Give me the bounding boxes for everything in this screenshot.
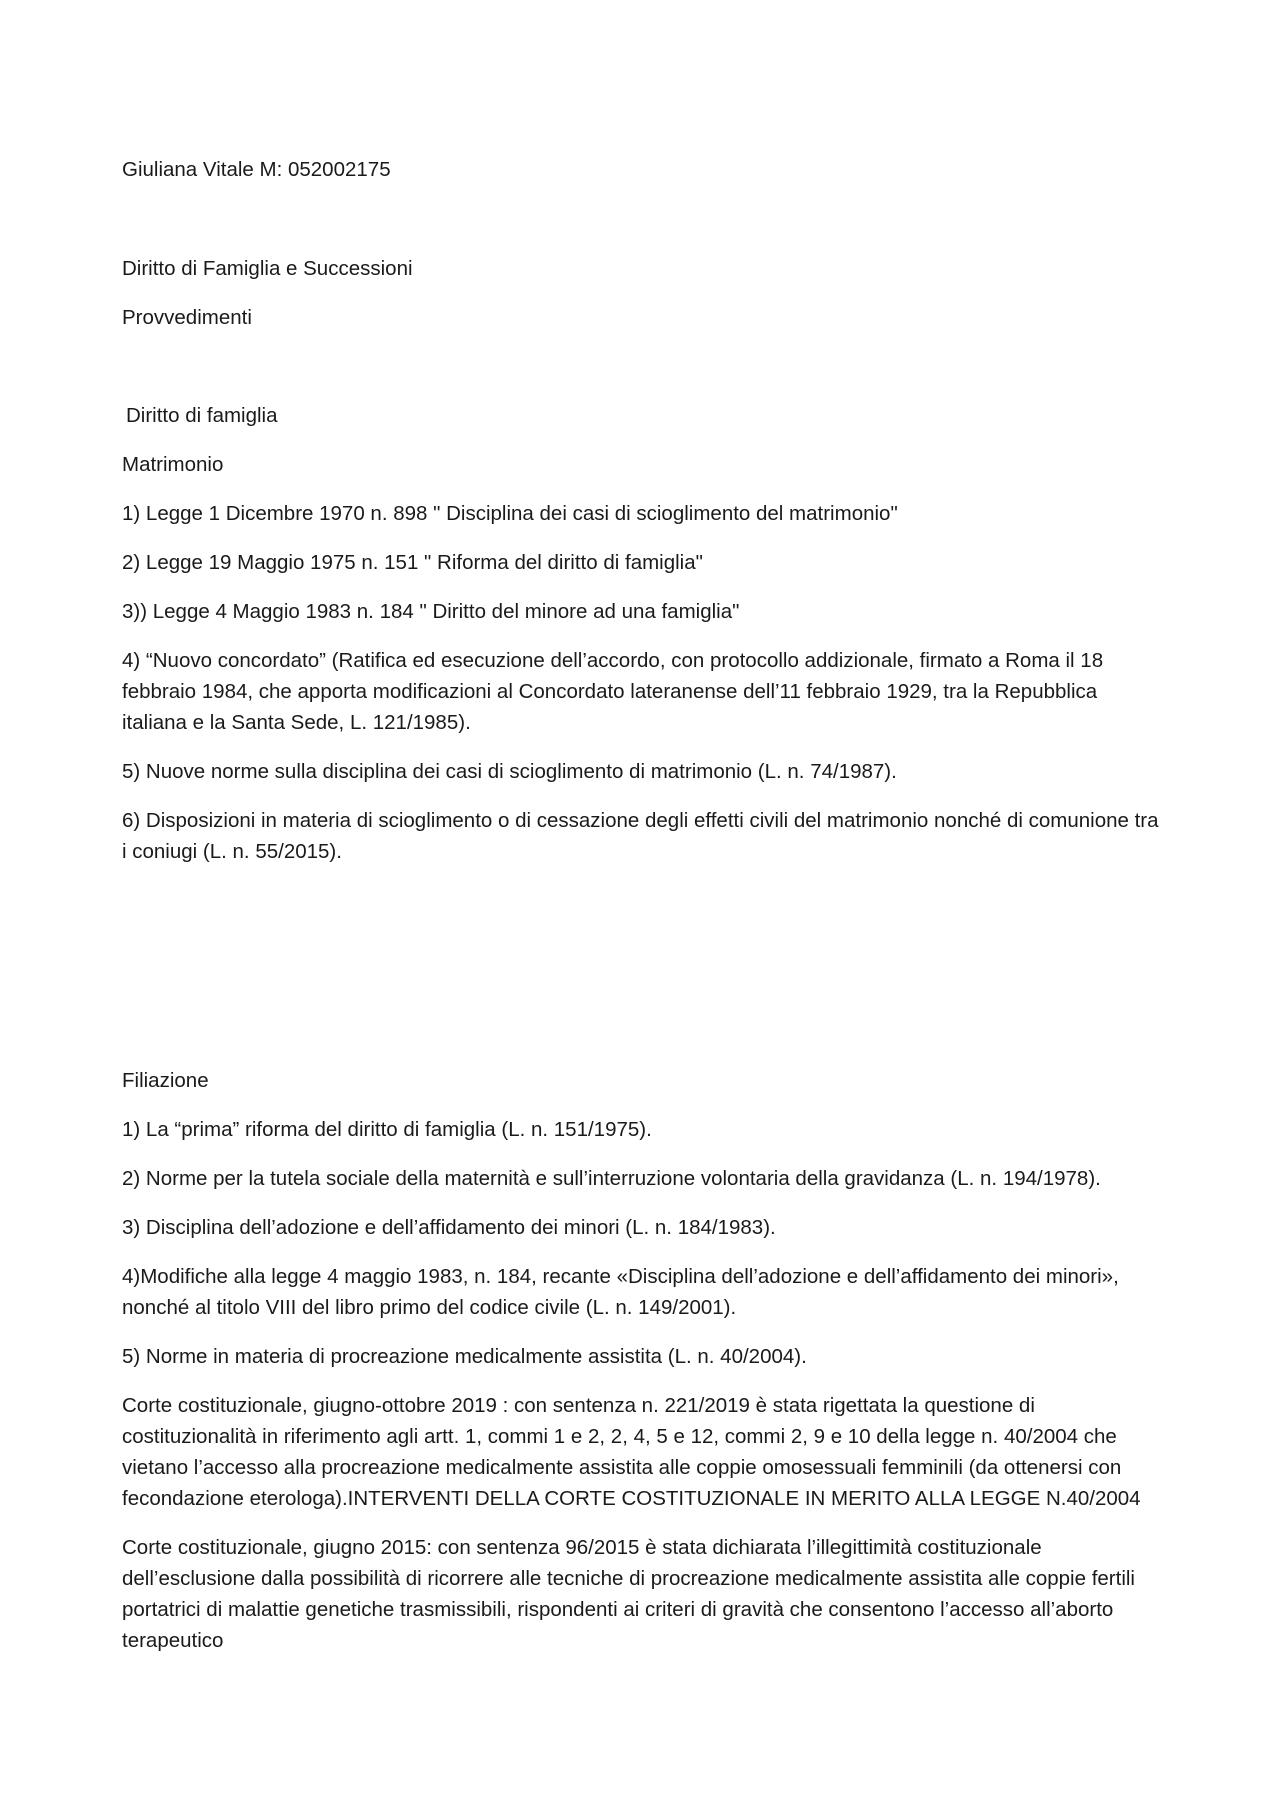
list-item: 6) Disposizioni in materia di scioglimento o di cessazione degli effetti civili del matrimonio nonché di comunione tra i coniugi (L. n. 55/2015). xyxy=(122,809,1159,863)
spacer xyxy=(122,203,1162,253)
document-subtitle: Provvedimenti xyxy=(122,306,252,329)
list-item: 2) Norme per la tutela sociale della maternità e sull’interruzione volontaria della gravidanza (L. n. 194/1978). xyxy=(122,1167,1101,1190)
list-item: 4)Modifiche alla legge 4 maggio 1983, n. 184, recante «Disciplina dell’adozione e dell’affidamento dei minori», nonché al titolo VIII del libro primo del codice civile (L. n. 149/2001). xyxy=(122,1265,1119,1319)
list-item: 2) Legge 19 Maggio 1975 n. 151 " Riforma del diritto di famiglia" xyxy=(122,551,703,574)
list-item: 3)) Legge 4 Maggio 1983 n. 184 " Diritto del minore ad una famiglia" xyxy=(122,600,740,623)
spacer xyxy=(122,885,1162,1065)
list-item: 5) Nuove norme sulla disciplina dei casi di scioglimento di matrimonio (L. n. 74/1987). xyxy=(122,760,897,783)
course-title: Diritto di Famiglia e Successioni xyxy=(122,257,413,280)
section-title-filiation: Filiazione xyxy=(122,1069,209,1092)
section-subtitle-marriage: Matrimonio xyxy=(122,453,224,476)
spacer xyxy=(122,351,1162,400)
author-line: Giuliana Vitale M: 052002175 xyxy=(122,158,391,181)
list-item: 5) Norme in materia di procreazione medicalmente assistita (L. n. 40/2004). xyxy=(122,1345,807,1368)
document-body xyxy=(122,154,1162,1674)
section-title-family-law: Diritto di famiglia xyxy=(126,404,278,427)
list-item: 1) Legge 1 Dicembre 1970 n. 898 " Disciplina dei casi di scioglimento del matrimonio" xyxy=(122,502,898,525)
court-ruling-paragraph: Corte costituzionale, giugno-ottobre 2019 : con sentenza n. 221/2019 è stata rigettata la questione di costituzionalità in riferimento agli artt. 1, commi 1 e 2, 2, 4, 5 e 12, commi 2, 9 e 10 della legge n. 40/2004 che vietano l’accesso alla procreazione medicalmente assistita alle coppie omosessuali femminili (da ottenersi con fecondazione eterologa).INTERVENTI DELLA CORTE COSTITUZIONALE IN MERITO ALLA LEGGE N.40/2004 xyxy=(122,1394,1141,1510)
list-item: 3) Disciplina dell’adozione e dell’affidamento dei minori (L. n. 184/1983). xyxy=(122,1216,776,1239)
list-item: 1) La “prima” riforma del diritto di famiglia (L. n. 151/1975). xyxy=(122,1118,652,1141)
list-item: 4) “Nuovo concordato” (Ratifica ed esecuzione dell’accordo, con protocollo addizionale, firmato a Roma il 18 febbraio 1984, che apporta modificazioni al Concordato lateranense dell’11 febbraio 1929, tra la Repubblica italiana e la Santa Sede, L. 121/1985). xyxy=(122,649,1104,734)
court-ruling-paragraph: Corte costituzionale, giugno 2015: con sentenza 96/2015 è stata dichiarata l’illegittimità costituzionale dell’esclusione dalla possibilità di ricorrere alle tecniche di procreazione medicalmente assistita alle coppie fertili portatrici di malattie genetiche trasmissibili, rispondenti ai criteri di gravità che consentono l’accesso all’aborto terapeutico xyxy=(122,1536,1135,1652)
